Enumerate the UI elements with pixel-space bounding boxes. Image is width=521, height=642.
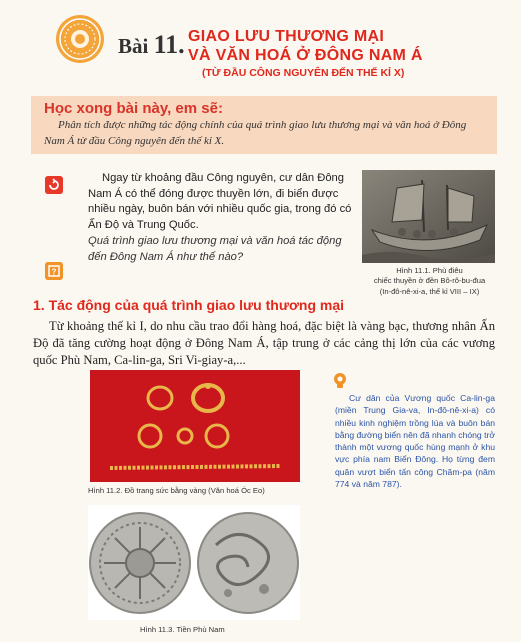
lesson-title-line1: GIAO LƯU THƯƠNG MẠI (188, 28, 385, 45)
jewelry-figure-caption: Hình 11.2. Đồ trang sức bằng vàng (Văn hoá Óc Eo) (88, 486, 265, 495)
gold-jewelry-image (90, 370, 300, 482)
funan-coins-image (88, 505, 300, 620)
refresh-icon (45, 176, 63, 194)
coins-figure-caption: Hình 11.3. Tiền Phù Nam (140, 625, 225, 634)
ship-figure-caption (362, 266, 497, 297)
svg-text:?: ? (51, 267, 57, 277)
lightbulb-icon (332, 372, 348, 390)
sun-drum-icon (55, 14, 105, 64)
lesson-label: Bài 11. (118, 30, 185, 59)
caption-line: (In-đô-nê-xi-a, thế kỉ VIII – IX) (379, 286, 480, 296)
lesson-title-line2: VÀ VĂN HOÁ Ở ĐÔNG NAM Á (188, 47, 423, 64)
caption-line: chiếc thuyền ở đền Bô-rô-bu-đua (373, 276, 486, 286)
caption-line: Hình 11.1. Phù điêu (396, 266, 463, 275)
section-paragraph: Từ khoảng thế kỉ I, do nhu cầu trao đổi hàng hoá, đặc biệt là vàng bạc, thương nhân Ấn Độ đã tăng cường hoạt động ở Đông Nam Á, tập trung ở các cảng thị lớn của các vương quốc Phù Nam, Ca-lin-ga, Sri Vi-giay-a,... (33, 319, 495, 368)
lesson-number: 11. (153, 30, 185, 59)
section-heading: 1. Tác động của quá trình giao lưu thương mại (33, 297, 345, 313)
intro-question: Quá trình giao lưu thương mại và văn hoá tác động đến Đông Nam Á như thế nào? (88, 235, 342, 263)
book-question-icon (45, 262, 63, 280)
lesson-subtitle: (TỪ ĐẦU CÔNG NGUYÊN ĐẾN THẾ KỈ X) (202, 67, 405, 79)
objectives-heading: Học xong bài này, em sẽ: (44, 100, 223, 117)
intro-paragraph: Ngay từ khoảng đầu Công nguyên, cư dân Đông Nam Á có thể đóng được thuyền lớn, đi biển được nhiều ngày, buôn bán với nhiều quốc gia, trong đó có Ấn Độ và Trung Quốc. (88, 172, 352, 231)
objectives-text: Phân tích được những tác động chính của quá trình giao lưu thương mại và văn hoá ở Đông Nam Á từ đầu Công nguyên đến thế kỉ X. (44, 119, 467, 147)
info-note: Cư dân của Vương quốc Ca-lin-ga (miền Trung Gia-va, In-đô-nê-xi-a) có nhiều kinh nghiệm trồng lúa và buôn bán bằng đường biển nên đã nhanh chóng trở thành một vương quốc hùng mạnh ở khu vực phía nam Biển Đông. Họ từng đem quân vượt biển tấn công Chăm-pa (năm 774 và năm 787). (335, 393, 495, 490)
ship-relief-image (362, 170, 495, 263)
